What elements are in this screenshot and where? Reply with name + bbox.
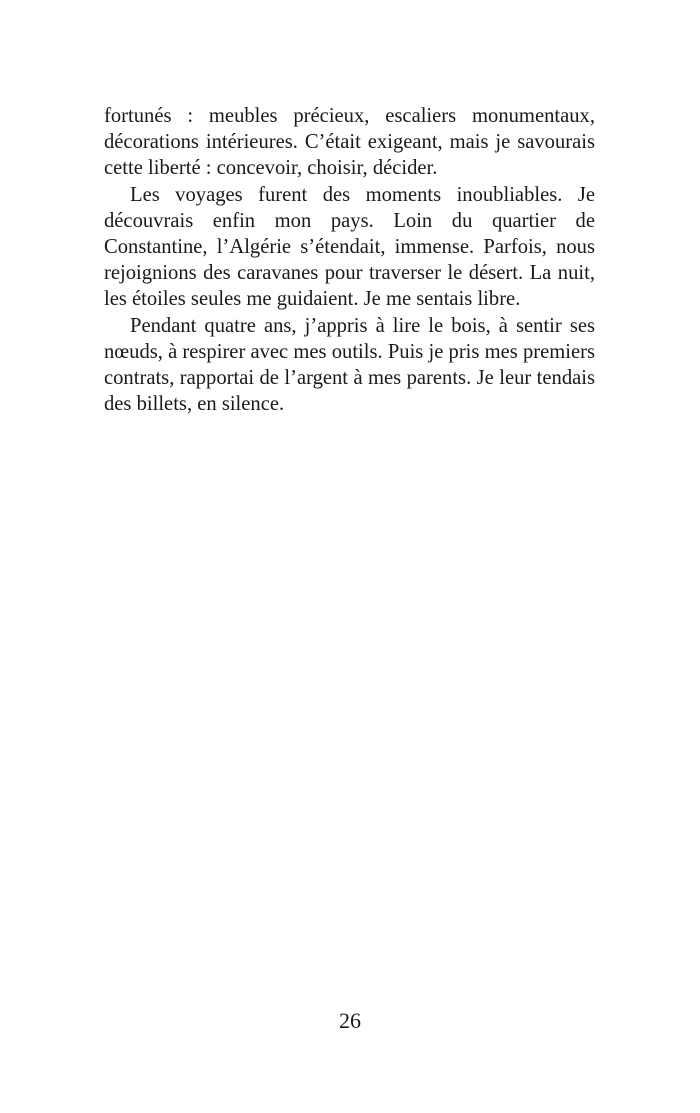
text-line: rejoignions des caravanes pour traverser le désert. La nuit,	[104, 262, 595, 285]
text-line: des billets, en silence.	[104, 393, 285, 416]
text-line: découvrais enfin mon pays. Loin du quartier de	[104, 209, 595, 232]
text-line: cette liberté : concevoir, choisir, décider.	[104, 157, 438, 180]
text-line: contrats, rapportai de l’argent à mes parents. Je leur tendais	[104, 366, 595, 389]
text-line: Pendant quatre ans, j’appris à lire le bois, à sentir ses	[130, 314, 595, 337]
text-line: fortunés : meubles précieux, escaliers monumentaux,	[104, 105, 595, 127]
text-line: Constantine, l’Algérie s’étendait, immense. Parfois, nous	[104, 235, 595, 258]
body-text	[104, 103, 595, 417]
page-number: 26	[339, 1008, 361, 1033]
text-line: Les voyages furent des moments inoubliables. Je	[130, 183, 595, 206]
text-line: nœuds, à respirer avec mes outils. Puis je pris mes premiers	[104, 340, 595, 363]
text-line: les étoiles seules me guidaient. Je me sentais libre.	[104, 288, 521, 311]
text-line: décorations intérieures. C’était exigeant, mais je savourais	[104, 131, 595, 154]
